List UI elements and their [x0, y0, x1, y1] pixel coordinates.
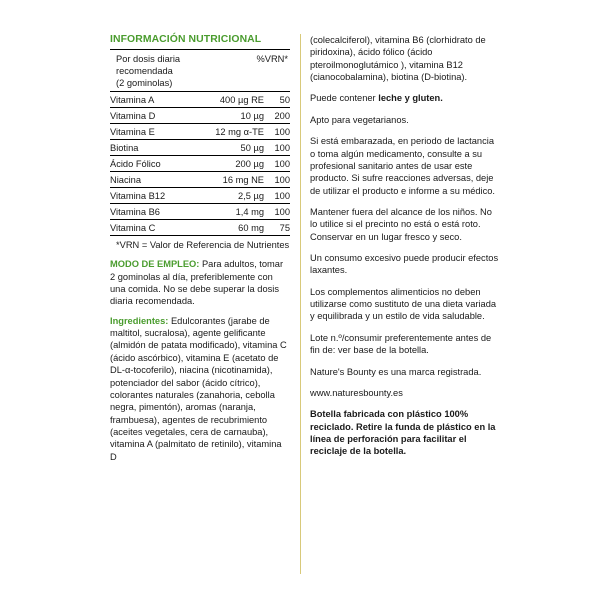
- allergen-prefix: Puede contener: [310, 93, 379, 104]
- table-row: [110, 140, 290, 156]
- nutrient-vrn-percent: 100: [264, 172, 290, 188]
- nutrient-name: Vitamina C: [110, 220, 192, 236]
- nutrient-amount: 50 µg: [192, 140, 264, 156]
- ingredients-continuation: (colecalciferol), vitamina B6 (clorhidrato de piridoxina), ácido fólico (ácido pteroilmonoglutámico ), vitamina B12 (cianocobalamina), biotina (D-biotina).: [310, 35, 486, 83]
- nutrition-label: [110, 34, 510, 574]
- label-left-column: [110, 34, 300, 574]
- allergen-note: [310, 92, 500, 104]
- serving-info: [110, 50, 290, 91]
- usage-text: Para adultos, tomar 2 gominolas al día, preferiblemente con una comida. No se debe superar la dosis diaria recomendada.: [110, 259, 284, 307]
- nutrition-table: [110, 91, 290, 236]
- brand-note: Nature's Bounty es una marca registrada.: [310, 366, 482, 377]
- nutrient-name: Niacina: [110, 172, 192, 188]
- vrn-footnote: *VRN = Valor de Referencia de Nutrientes: [116, 240, 290, 251]
- label-right-column: [310, 34, 500, 574]
- nutrient-amount: 400 µg RE: [192, 92, 264, 108]
- nutrient-name: Vitamina B6: [110, 204, 192, 220]
- nutrient-name: Vitamina E: [110, 124, 192, 140]
- ingredients-block: [110, 315, 290, 463]
- table-row: [110, 156, 290, 172]
- nutrient-amount: 1,4 mg: [192, 204, 264, 220]
- nutrient-name: Ácido Fólico: [110, 156, 192, 172]
- usage-block: [110, 258, 290, 307]
- nutrient-name: Vitamina D: [110, 108, 192, 124]
- allergen-bold: leche y gluten.: [378, 93, 443, 104]
- keep-away-warning: Mantener fuera del alcance de los niños. No lo utilice si el precinto no está o está roto. Conservar en un lugar fresco y seco.: [310, 206, 492, 242]
- recycling-note: Botella fabricada con plástico 100% reciclado. Retire la funda de plástico en la línea de perforación para facilitar el reciclaje de la botella.: [310, 409, 496, 457]
- nutrient-vrn-percent: 200: [264, 108, 290, 124]
- nutrient-vrn-percent: 100: [264, 140, 290, 156]
- nutrient-vrn-percent: 100: [264, 156, 290, 172]
- table-row: [110, 220, 290, 236]
- table-row: [110, 92, 290, 108]
- pregnancy-warning: Si está embarazada, en periodo de lactancia o toma algún medicamento, consulte a su profesional sanitario antes de usar este producto. Si sufre reacciones adversas, deje de utilizar el producto e informe a su médico.: [310, 136, 495, 196]
- table-row: [110, 188, 290, 204]
- ingredients-text: Edulcorantes (jarabe de maltitol, sucralosa), agente gelificante (almidón de patata modificado), vitamina C (ácido ascórbico), vitamina E (acetato de DL-α-tocoferilo), niacina (nicotinamida), potenciador del sabor (ácido cítrico), colorantes naturales (zanahoria, cebolla negra, pimentón), aromas (naranja, frambuesa), agentes de recubrimiento (aceites vegetales, cera de carnauba), vitamina A (palmitato de retinilo), vitamina D: [110, 315, 287, 462]
- nutrient-name: Vitamina B12: [110, 188, 192, 204]
- lot-info: Lote n.º/consumir preferentemente antes de fin de: ver base de la botella.: [310, 332, 492, 356]
- nutrient-vrn-percent: 50: [264, 92, 290, 108]
- laxative-warning: Un consumo excesivo puede producir efectos laxantes.: [310, 253, 499, 276]
- nutrient-name: Vitamina A: [110, 92, 192, 108]
- table-row: [110, 204, 290, 220]
- nutrient-vrn-percent: 100: [264, 188, 290, 204]
- nutrient-amount: 2,5 µg: [192, 188, 264, 204]
- nutrient-name: Biotina: [110, 140, 192, 156]
- nutrient-amount: 16 mg NE: [192, 172, 264, 188]
- table-row: [110, 124, 290, 140]
- vegetarian-note: Apto para vegetarianos.: [310, 114, 409, 125]
- nutrient-vrn-percent: 100: [264, 204, 290, 220]
- website: www.naturesbounty.es: [310, 387, 403, 398]
- table-row: [110, 172, 290, 188]
- nutrient-amount: 12 mg α-TE: [192, 124, 264, 140]
- serving-line-2: recomendada: [116, 66, 173, 77]
- serving-line-1: Por dosis diaria: [116, 54, 181, 64]
- nutrient-vrn-percent: 100: [264, 124, 290, 140]
- column-divider: [300, 34, 301, 574]
- table-row: [110, 108, 290, 124]
- vrn-header: %VRN*: [256, 54, 288, 64]
- serving-line-3: (2 gominolas): [116, 78, 173, 89]
- nutrient-amount: 60 mg: [192, 220, 264, 236]
- nutrient-amount: 10 µg: [192, 108, 264, 124]
- usage-heading: MODO DE EMPLEO:: [110, 259, 200, 270]
- nutrient-vrn-percent: 75: [264, 220, 290, 236]
- ingredients-heading: Ingredientes:: [110, 315, 169, 326]
- nutrient-amount: 200 µg: [192, 156, 264, 172]
- supplement-disclaimer: Los complementos alimenticios no deben utilizarse como sustituto de una dieta variada y equilibrada y un estilo de vida saludable.: [310, 286, 497, 322]
- nutrition-heading: INFORMACIÓN NUTRICIONAL: [110, 34, 262, 45]
